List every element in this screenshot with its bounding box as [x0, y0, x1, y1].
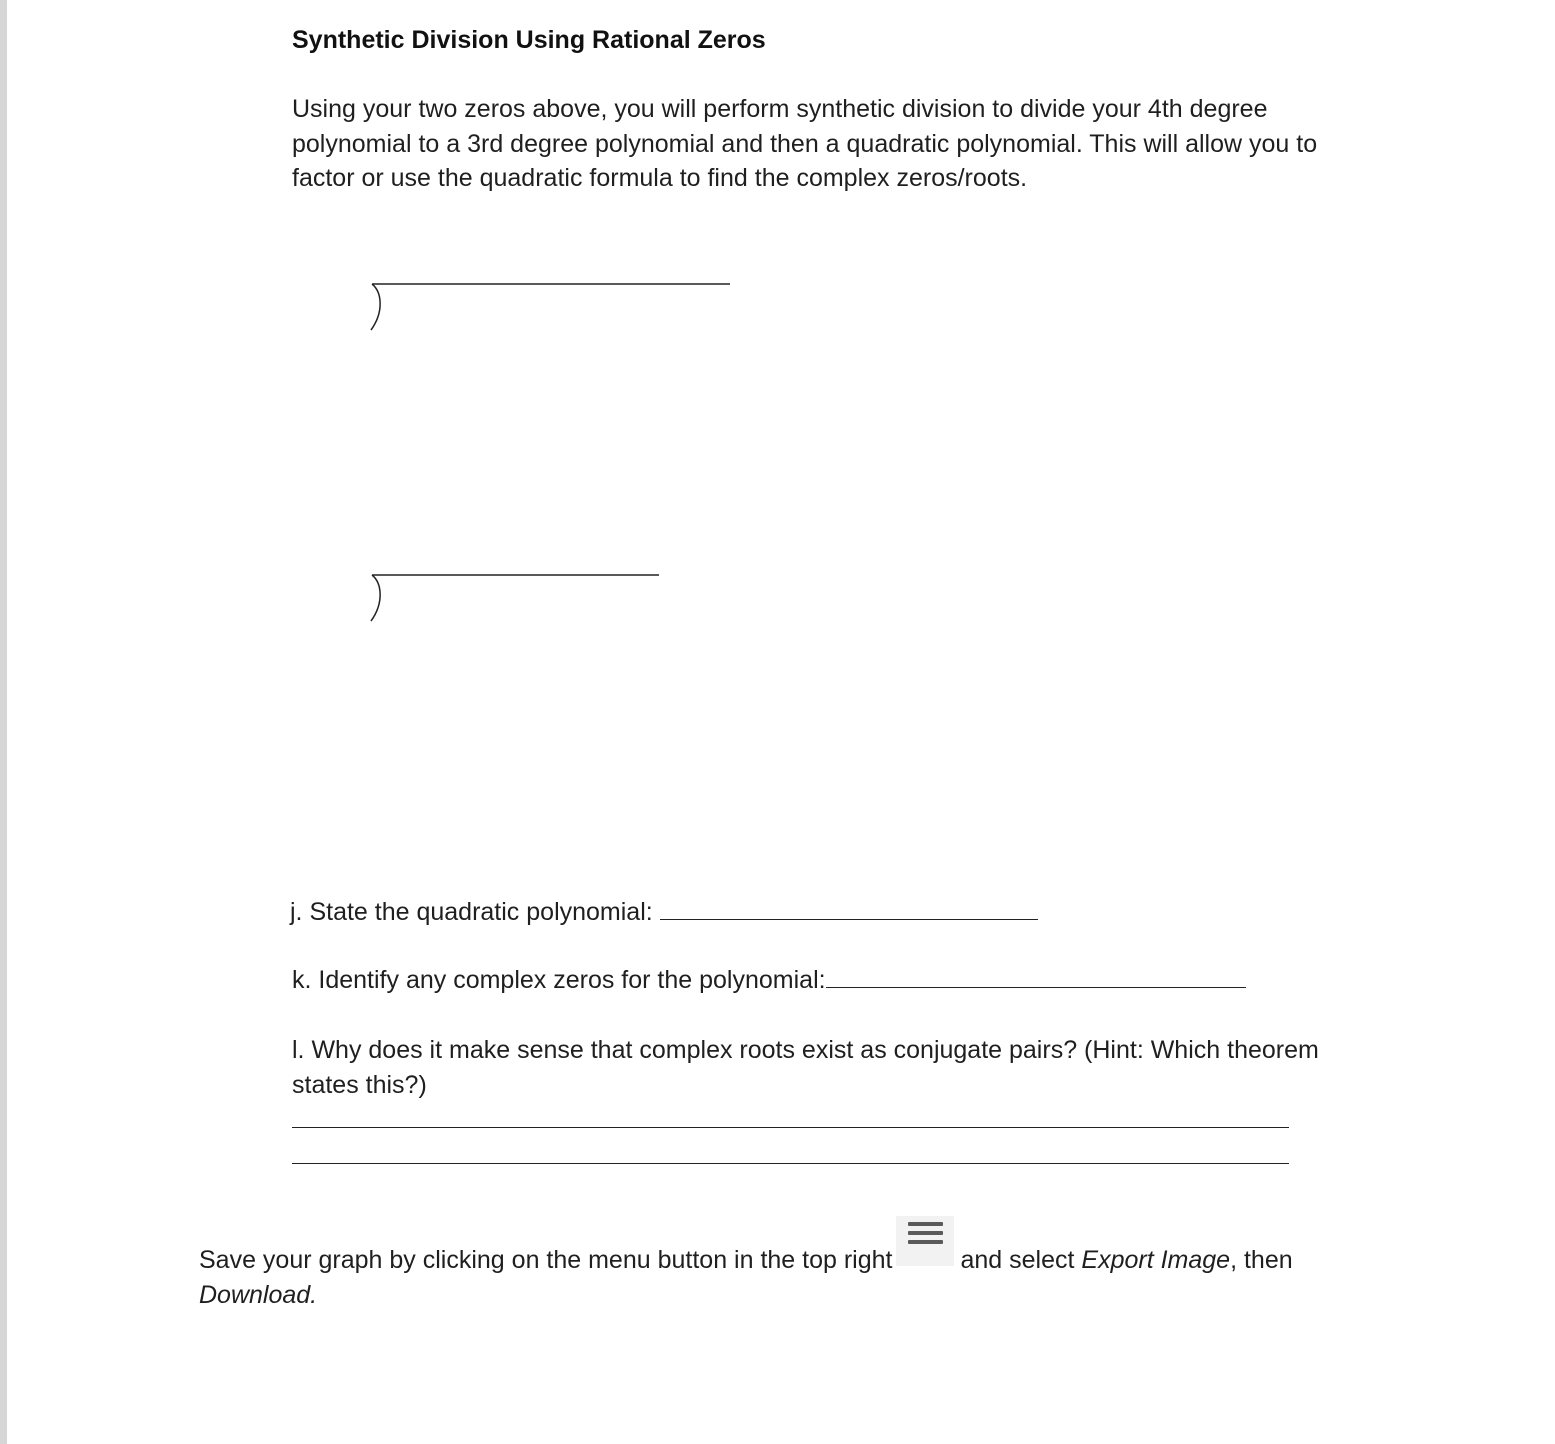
question-k-prompt: k. Identify any complex zeros for the polynomial: — [292, 966, 826, 994]
question-j — [290, 895, 1038, 929]
save-text: Save your graph by clicking on the menu button in the top right — [199, 1246, 893, 1274]
then-text: , then — [1230, 1246, 1293, 1274]
page-left-edge — [0, 0, 7, 1444]
document-page — [7, 0, 1555, 1444]
synthetic-division-bracket-1 — [370, 280, 730, 334]
answer-blank-j[interactable] — [660, 918, 1038, 920]
synthetic-division-bracket-2 — [370, 571, 660, 625]
select-text: and select — [960, 1246, 1082, 1274]
save-instructions — [199, 1228, 1399, 1313]
download-label: Download. — [199, 1281, 318, 1309]
section-title: Synthetic Division Using Rational Zeros — [292, 26, 766, 54]
menu-icon — [896, 1216, 954, 1266]
answer-blank-k[interactable] — [826, 986, 1246, 988]
export-image-label: Export Image — [1081, 1246, 1231, 1274]
question-l-prompt: l. Why does it make sense that complex roots exist as conjugate pairs? (Hint: Which theorem states this?) — [292, 1036, 1319, 1099]
question-j-prompt: j. State the quadratic polynomial: — [290, 898, 660, 926]
instructions-paragraph: Using your two zeros above, you will perform synthetic division to divide your 4th degree polynomial to a 3rd degree polynomial and then a quadratic polynomial. This will allow you to factor or use the quadratic formula to find the complex zeros/roots. — [292, 95, 1318, 192]
question-k — [292, 963, 1246, 997]
answer-blank-l-line-2[interactable] — [292, 1163, 1289, 1164]
answer-blank-l-line-1[interactable] — [292, 1127, 1289, 1128]
